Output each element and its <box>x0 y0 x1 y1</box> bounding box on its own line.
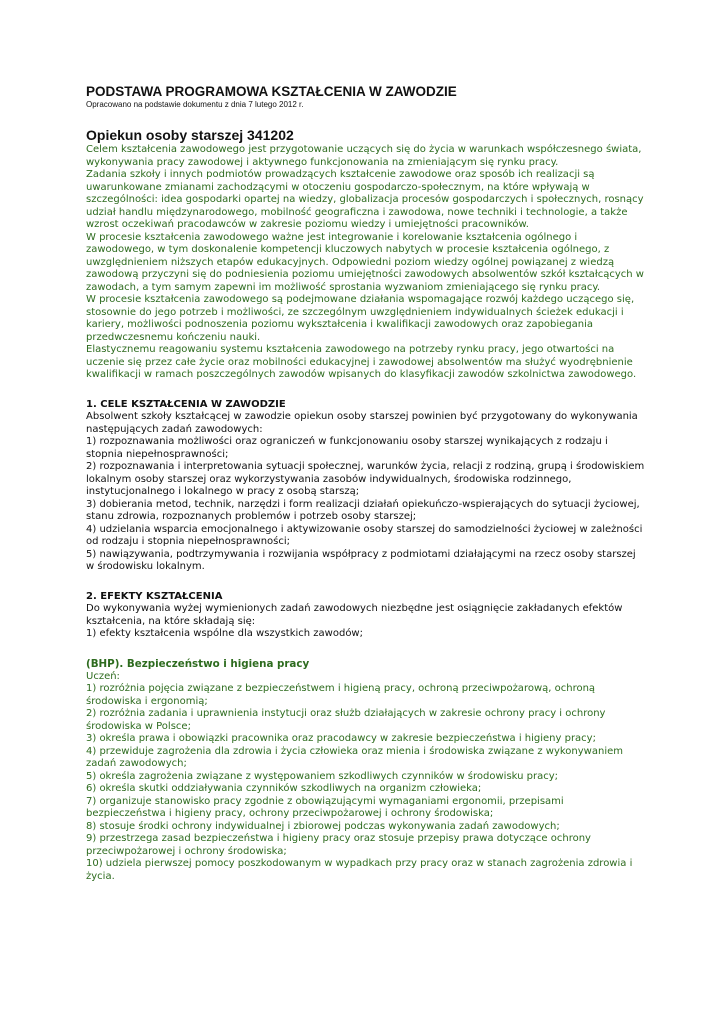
list-item: 1) rozpoznawania możliwości oraz ograniczeń w funkcjonowaniu osoby starszej wynikających z rodzaju i stopnia niepełnosprawności; <box>86 436 608 460</box>
list-item: 1) rozróżnia pojęcia związane z bezpieczeństwem i higieną pracy, ochroną przeciwpożarową, ochroną środowiska i ergonomią; <box>86 683 596 707</box>
list-item: 5) nawiązywania, podtrzymywania i rozwijania współpracy z podmiotami działającymi na rzecz osoby starszej w środowisku lokalnym. <box>86 548 636 572</box>
profession-title: Opiekun osoby starszej 341202 <box>86 127 294 143</box>
list-item: 4) udzielania wsparcia emocjonalnego i aktywizowanie osoby starszej do samodzielności życiowej w zależności od rodzaju i stopnia niepełnosprawności; <box>86 523 643 547</box>
section-effects-item: 1) efekty kształcenia wspólne dla wszystkich zawodów; <box>86 628 363 639</box>
section-effects-intro: Do wykonywania wyżej wymienionych zadań zawodowych niezbędne jest osiągnięcie zakładanych efektów kształcenia, na które składają się: <box>86 603 623 627</box>
list-item: 5) określa zagrożenia związane z występowaniem szkodliwych czynników w środowisku pracy; <box>86 770 559 782</box>
intro-paragraph: Elastycznemu reagowaniu systemu kształcenia zawodowego na potrzeby rynku pracy, jego otwartości na uczenie się przez całe życie oraz mobilności edukacyjnej i zawodowej absolwentów ma służyć wyodrębnienie kwalifikacji w ramach poszczególnych zawodów wpisanych do klasyfikacji zawodów szkolnictwa zawodowego. <box>86 344 637 380</box>
list-item: 3) dobierania metod, technik, narzędzi i form realizacji działań opiekuńczo-wspierających do sytuacji życiowej, stanu zdrowia, rozpoznanych problemów i potrzeb osoby starszej; <box>86 498 640 522</box>
intro-paragraph: Celem kształcenia zawodowego jest przygotowanie uczących się do życia w warunkach współczesnego świata, wykonywania pracy zawodowej i aktywnego funkcjonowania na zmieniającym się rynku pracy. <box>86 144 642 168</box>
bhp-heading: (BHP). Bezpieczeństwo i higiena pracy <box>86 657 310 670</box>
document-page <box>86 84 646 883</box>
section-heading-effects: 2. EFEKTY KSZTAŁCENIA <box>86 590 223 602</box>
bhp-lead: Uczeń: <box>86 670 120 682</box>
list-item: 7) organizuje stanowisko pracy zgodnie z obowiązującymi wymaganiami ergonomii, przepisami bezpieczeństwa i higieny pracy, ochrony przeciwpożarowej i ochrony środowiska; <box>86 795 564 819</box>
goals-list <box>86 436 646 574</box>
intro-paragraph: W procesie kształcenia zawodowego są podejmowane działania wspomagające rozwój każdego uczącego się, stosownie do jego potrzeb i możliwości, ze szczególnym uwzględnieniem indywidualnych ścieżek edukacji i kariery, możliwości podnoszenia poziomu wykształcenia i kwalifikacji zawodowych oraz zapobiegania przedwczesnemu kończeniu nauki. <box>86 294 635 343</box>
list-item: 4) przewiduje zagrożenia dla zdrowia i życia człowieka oraz mienia i środowiska związane z wykonywaniem zadań zawodowych; <box>86 745 624 769</box>
list-item: 6) określa skutki oddziaływania czynników szkodliwych na organizm człowieka; <box>86 783 482 794</box>
bhp-list <box>86 683 646 883</box>
list-item: 2) rozróżnia zadania i uprawnienia instytucji oraz służb działających w zakresie ochrony pracy i ochrony środowiska w Polsce; <box>86 708 606 732</box>
intro-paragraph: W procesie kształcenia zawodowego ważne jest integrowanie i korelowanie kształcenia ogólnego i zawodowego, w tym doskonalenie kompetencji kluczowych nabytych w procesie kształcenia ogólnego, z uwzględnieniem niższych etapów edukacyjnych. Odpowiedni poziom wiedzy ogólnej powiązanej z wiedzą zawodową przyczyni się do podniesienia poziomu umiejętności zawodowych absolwentów szkół kształcących w zawodach, a tym samym zapewni im możliwość sprostania wyzwaniom zmieniającego się rynku pracy. <box>86 231 644 293</box>
intro-paragraph: Zadania szkoły i innych podmiotów prowadzących kształcenie zawodowe oraz sposób ich realizacji są uwarunkowane zmianami zachodzącymi w otoczeniu gospodarczo-społecznym, na które wpływają w szczególności: idea gospodarki opartej na wiedzy, globalizacja procesów gospodarczych i społecznych, rosnący udział handlu międzynarodowego, mobilność geograficzna i zawodowa, nowe techniki i technologie, a także wzrost oczekiwań pracodawców w zakresie poziomu wiedzy i umiejętności pracowników. <box>86 169 644 230</box>
list-item: 2) rozpoznawania i interpretowania sytuacji społecznej, warunków życia, relacji z rodziną, grupą i środowiskiem lokalnym osoby starszej oraz wykorzystywania zasobów indywidualnych, środowiska rodzinnego, instytucjonalnego i lokalnego w pracy z osobą starszą; <box>86 461 645 497</box>
intro-paragraphs <box>86 144 646 382</box>
list-item: 3) określa prawa i obowiązki pracownika oraz pracodawcy w zakresie bezpieczeństwa i higieny pracy; <box>86 733 596 744</box>
section-heading-goals: 1. CELE KSZTAŁCENIA W ZAWODZIE <box>86 398 286 410</box>
document-title: PODSTAWA PROGRAMOWA KSZTAŁCENIA W ZAWODZIE <box>86 84 457 99</box>
section-goals-intro: Absolwent szkoły kształcącej w zawodzie opiekun osoby starszej powinien być przygotowany do wykonywania następujących zadań zawodowych: <box>86 411 638 435</box>
list-item: 9) przestrzega zasad bezpieczeństwa i higieny pracy oraz stosuje przepisy prawa dotyczące ochrony przeciwpożarowej i ochrony środowiska; <box>86 833 591 857</box>
list-item: 10) udziela pierwszej pomocy poszkodowanym w wypadkach przy pracy oraz w stanach zagrożenia zdrowia i życia. <box>86 858 633 882</box>
document-subtitle: Opracowano na podstawie dokumentu z dnia 7 lutego 2012 r. <box>86 100 304 109</box>
list-item: 8) stosuje środki ochrony indywidualnej i zbiorowej podczas wykonywania zadań zawodowych; <box>86 820 560 832</box>
